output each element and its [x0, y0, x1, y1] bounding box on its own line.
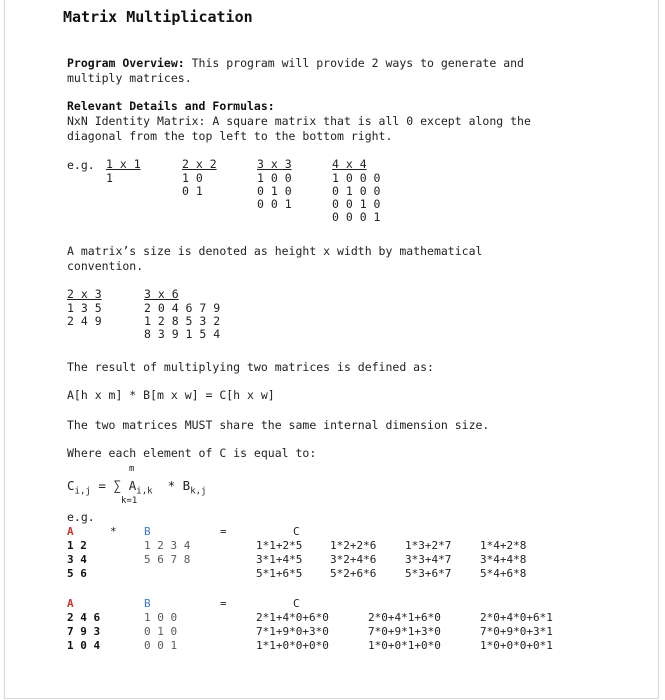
ex2-equals-sign: = — [220, 597, 227, 610]
identity-4x4-row-1: 1 0 0 0 — [332, 171, 381, 185]
overview-text-1: This program will provide 2 ways to generate and — [184, 56, 524, 70]
ex2-c-2-2: 7*0+9*1+3*0 — [368, 625, 441, 638]
equals-sign: = — [98, 478, 106, 493]
identity-3x3-row-2: 0 1 0 — [257, 184, 292, 198]
sum-upper-limit: m — [129, 464, 135, 474]
ex2-c-1-2: 2*0+4*1+6*0 — [368, 611, 441, 624]
ex1-c-2-4: 3*4+4*8 — [480, 553, 527, 566]
ex1-b-label: B — [144, 525, 151, 538]
size-note-1: A matrix’s size is denoted as height x width by mathematical — [67, 244, 483, 258]
ex1-a-label: A — [67, 525, 74, 538]
ex2-a-row-1: 2 4 6 — [67, 611, 101, 624]
ex2-c-3-3: 1*0+0*0+0*1 — [480, 639, 553, 652]
ex1-equals-sign: = — [220, 525, 227, 538]
ex1-c-2-1: 3*1+4*5 — [256, 553, 303, 566]
b-subscript: k,j — [190, 486, 207, 497]
result-text: The result of multiplying two matrices is defined as: — [67, 360, 434, 374]
ex2-c-3-1: 1*1+0*0+0*0 — [256, 639, 329, 652]
ex1-b-row-2: 5 6 7 8 — [144, 553, 191, 566]
size-3x6-dim: 3 x 6 — [144, 287, 179, 301]
ex1-c-3-3: 5*3+6*7 — [405, 567, 452, 580]
example-eg-label: e.g. — [67, 510, 95, 524]
identity-3x3-dim: 3 x 3 — [257, 157, 292, 171]
ex2-a-row-3: 1 0 4 — [67, 639, 101, 652]
ex1-b-row-1: 1 2 3 4 — [144, 539, 191, 552]
ex1-c-3-2: 5*2+6*6 — [330, 567, 377, 580]
ex1-a-row-1: 1 2 — [67, 539, 87, 552]
ex1-c-1-2: 1*2+2*6 — [330, 539, 377, 552]
size-note-2: convention. — [67, 259, 144, 273]
b-symbol: B — [182, 478, 191, 493]
identity-3x3-row-3: 0 0 1 — [257, 197, 292, 211]
ex1-c-1-4: 1*4+2*8 — [480, 539, 527, 552]
overview-label: Program Overview: — [67, 56, 185, 70]
a-subscript: i,k — [136, 486, 153, 497]
ex1-c-3-4: 5*4+6*8 — [480, 567, 527, 580]
c-symbol: C — [67, 478, 75, 493]
identity-3x3-row-1: 1 0 0 — [257, 171, 292, 185]
ex2-c-2-3: 7*0+9*0+3*1 — [480, 625, 553, 638]
size-3x6-row-2: 1 2 8 5 3 2 — [144, 314, 221, 328]
ex2-a-row-2: 7 9 3 — [67, 625, 101, 638]
ex2-b-label: B — [144, 597, 151, 610]
identity-4x4-row-4: 0 0 0 1 — [332, 210, 381, 224]
ex2-c-3-2: 1*0+0*1+0*0 — [368, 639, 441, 652]
ex2-a-label: A — [67, 597, 74, 610]
ex2-b-row-1: 1 0 0 — [144, 611, 178, 624]
ex1-c-label: C — [293, 525, 300, 538]
ex2-c-1-1: 2*1+4*0+6*0 — [256, 611, 329, 624]
ex1-a-row-2: 3 4 — [67, 553, 87, 566]
ex1-c-1-1: 1*1+2*5 — [256, 539, 303, 552]
size-3x6-row-3: 8 3 9 1 5 4 — [144, 327, 221, 341]
identity-2x2-dim: 2 x 2 — [182, 157, 217, 171]
identity-definition-2: diagonal from the top left to the bottom right. — [67, 129, 393, 143]
sigma-symbol: ∑ — [113, 479, 122, 494]
dimension-requirement: The two matrices MUST share the same internal dimension size. — [67, 418, 490, 432]
ex2-c-label: C — [293, 597, 300, 610]
identity-4x4-row-2: 0 1 0 0 — [332, 184, 381, 198]
identity-2x2-row-1: 1 0 — [182, 171, 203, 185]
size-2x3-row-2: 2 4 9 — [67, 314, 102, 328]
ex1-c-3-1: 5*1+6*5 — [256, 567, 303, 580]
ex1-times-sign: * — [110, 525, 117, 538]
identity-1x1-dim: 1 x 1 — [106, 157, 141, 171]
overview-text-2: multiply matrices. — [67, 71, 192, 85]
ex2-c-2-1: 7*1+9*0+3*0 — [256, 625, 329, 638]
identity-1x1-row-1: 1 — [106, 171, 113, 185]
where-text: Where each element of C is equal to: — [67, 446, 317, 460]
identity-eg-label: e.g. — [67, 158, 95, 172]
ex2-b-row-3: 0 0 1 — [144, 639, 178, 652]
multiplication-formula: A[h x m] * B[m x w] = C[h x w] — [67, 388, 275, 402]
relevant-label: Relevant Details and Formulas: — [67, 99, 275, 113]
ex2-c-1-3: 2*0+4*0+6*1 — [480, 611, 553, 624]
ex2-b-row-2: 0 1 0 — [144, 625, 178, 638]
overview-paragraph — [67, 56, 524, 71]
c-subscript: i,j — [74, 486, 91, 497]
ex1-c-2-2: 3*2+4*6 — [330, 553, 377, 566]
times-sign: * — [167, 478, 176, 493]
identity-2x2-row-2: 0 1 — [182, 184, 203, 198]
ex1-c-1-3: 1*3+2*7 — [405, 539, 452, 552]
summation-formula — [67, 478, 206, 497]
page-title: Matrix Multiplication — [63, 8, 253, 26]
size-2x3-dim: 2 x 3 — [67, 287, 102, 301]
a-symbol: A — [128, 478, 137, 493]
ex1-a-row-3: 5 6 — [67, 567, 87, 580]
size-3x6-row-1: 2 0 4 6 7 9 — [144, 301, 221, 315]
identity-4x4-dim: 4 x 4 — [332, 157, 367, 171]
size-2x3-row-1: 1 3 5 — [67, 301, 102, 315]
ex1-c-2-3: 3*3+4*7 — [405, 553, 452, 566]
identity-4x4-row-3: 0 0 1 0 — [332, 197, 381, 211]
identity-definition-1: NxN Identity Matrix: A square matrix that is all 0 except along the — [67, 114, 531, 128]
sum-lower-limit: k=1 — [121, 496, 138, 506]
